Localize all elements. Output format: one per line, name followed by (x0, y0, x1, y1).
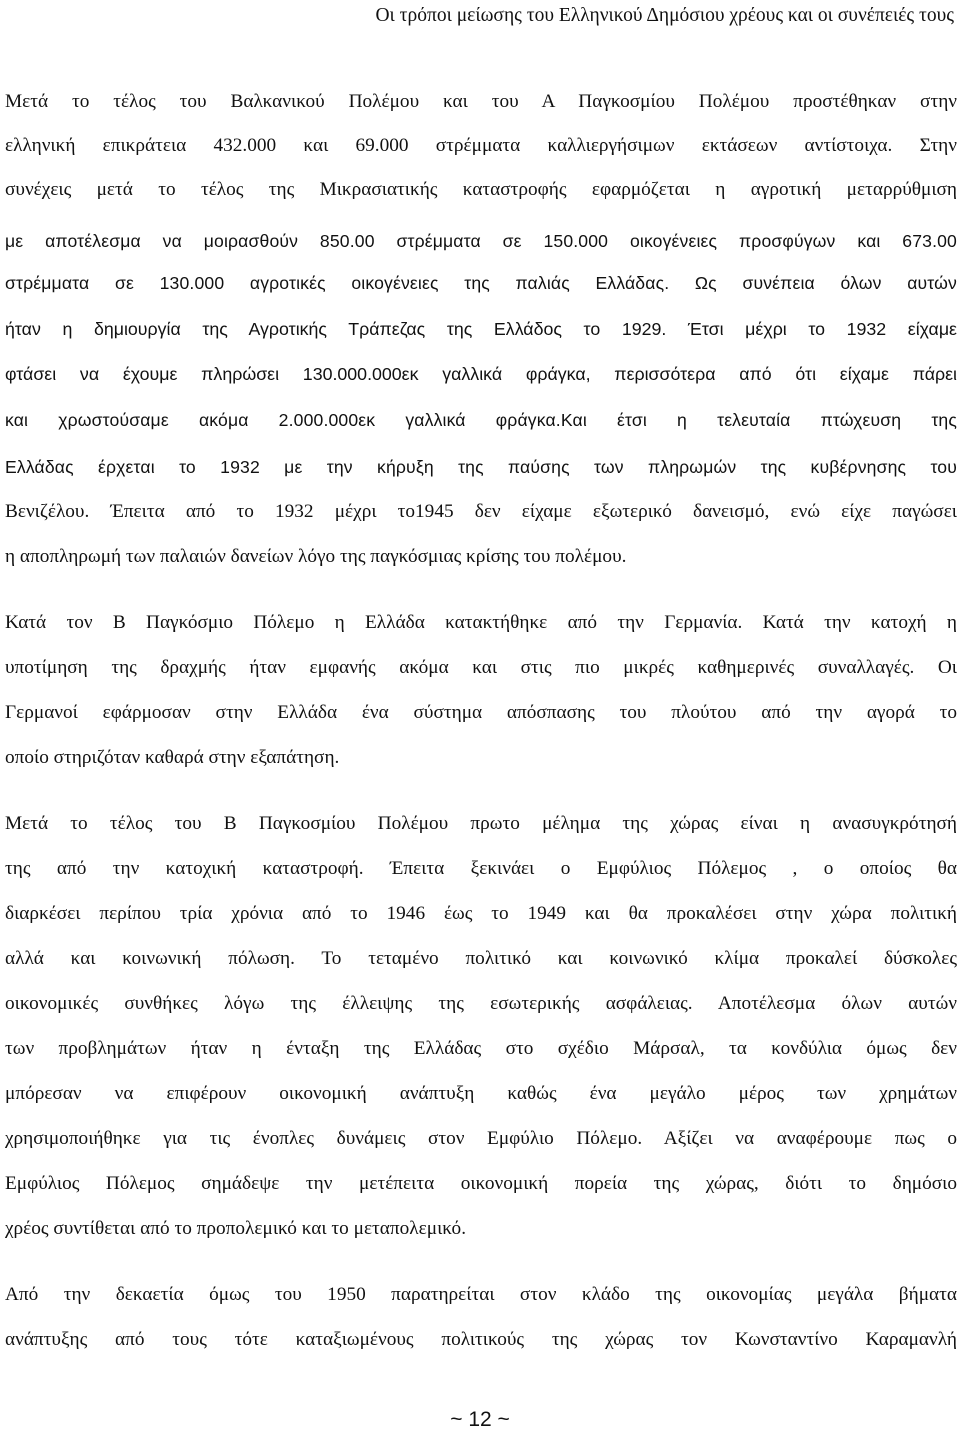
text-line: μπόρεσαν να επιφέρουν οικονομική ανάπτυξη καθώς ένα μεγάλο μέρος των χρημάτων (5, 1083, 957, 1104)
text-line: με αποτέλεσμα να μοιρασθούν 850.00 στρέμματα σε 150.000 οικογένειες προσφύγων και 673.00 (5, 231, 957, 251)
text-line: ελληνική επικράτεια 432.000 και 69.000 στρέμματα καλλιεργήσιμων εκτάσεων αντίστοιχα. Στην (5, 135, 957, 156)
text-line: οικονομικές συνθήκες λόγω της έλλειψης της εσωτερικής ασφάλειας. Αποτέλεσμα όλων αυτών (5, 993, 957, 1014)
running-header: Οι τρόποι μείωσης του Ελληνικού Δημόσιου χρέους και οι συνέπειές τους (375, 5, 954, 26)
text-line: Ελλάδας έρχεται το 1932 με την κήρυξη της παύσης των πληρωμών της κυβέρνησης του (5, 457, 957, 477)
text-line: Μετά το τέλος του Β Παγκοσμίου Πολέμου πρωτο μέλημα της χώρας είναι η ανασυγκρότησή (5, 813, 957, 834)
text-line: Γερμανοί εφάρμοσαν στην Ελλάδα ένα σύστημα απόσπασης του πλούτου από την αγορά το (5, 702, 957, 723)
text-line: συνέχεις μετά το τέλος της Μικρασιατικής καταστροφής εφαρμόζεται η αγροτική μεταρρύθμιση (5, 179, 957, 200)
text-line: στρέμματα σε 130.000 αγροτικές οικογένειες της παλιάς Ελλάδας. Ως συνέπεια όλων αυτών (5, 273, 957, 293)
text-line: υποτίμηση της δραχμής ήταν εμφανής ακόμα και στις πιο μικρές καθημερινές συναλλαγές. Οι (5, 657, 957, 678)
text-line: ανάπτυξης από τους τότε καταξιωμένους πολιτικούς της χώρας τον Κωνσταντίνο Καραμανλή (5, 1329, 957, 1350)
text-line: χρησιμοποιήθηκε για τις ένοπλες δυνάμεις στον Εμφύλιο Πόλεμο. Αξίζει να αναφέρουμε πως ο (5, 1128, 957, 1149)
text-line: Βενιζέλου. Έπειτα από το 1932 μέχρι το1945 δεν είχαμε εξωτερικό δανεισμό, ενώ είχε παγώσει (5, 501, 957, 522)
page-number: ~ 12 ~ (450, 1408, 510, 1431)
text-line: Μετά το τέλος του Βαλκανικού Πολέμου και του Α Παγκοσμίου Πολέμου προστέθηκαν στην (5, 91, 957, 112)
text-line: ήταν η δημιουργία της Αγροτικής Τράπεζας της Ελλάδος το 1929. Έτσι μέχρι το 1932 είχαμε (5, 319, 957, 339)
text-line: των προβλημάτων ήταν η ένταξη της Ελλάδας στο σχέδιο Μάρσαλ, τα κονδύλια όμως δεν (5, 1038, 957, 1059)
text-line: Κατά τον Β Παγκόσμιο Πόλεμο η Ελλάδα κατακτήθηκε από την Γερμανία. Κατά την κατοχή η (5, 612, 957, 633)
text-line: και χρωστούσαμε ακόμα 2.000.000εκ γαλλικά φράγκα.Και έτσι η τελευταία πτώχευση της (5, 410, 957, 430)
text-line: αλλά και κοινωνική πόλωση. Το τεταμένο πολιτικό και κοινωνικό κλίμα προκαλεί δύσκολες (5, 948, 957, 969)
text-line: η αποπληρωμή των παλαιών δανείων λόγο της παγκόσμιας κρίσης του πολέμου. (5, 546, 627, 567)
text-line: Από την δεκαετία όμως του 1950 παρατηρείται στον κλάδο της οικονομίας μεγάλα βήματα (5, 1284, 957, 1305)
text-line: φτάσει να έχουμε πληρώσει 130.000.000εκ γαλλικά φράγκα, περισσότερα από ότι είχαμε πάρει (5, 364, 957, 384)
text-line: χρέος συντίθεται από το προπολεμικό και το μεταπολεμικό. (5, 1218, 467, 1239)
text-line: οποίο στηριζόταν καθαρά στην εξαπάτηση. (5, 747, 340, 768)
text-line: Εμφύλιος Πόλεμος σημάδεψε την μετέπειτα οικονομική πορεία της χώρας, διότι το δημόσιο (5, 1173, 957, 1194)
text-line: της από την κατοχική καταστροφή. Έπειτα ξεκινάει ο Εμφύλιος Πόλεμος , ο οποίος θα (5, 858, 957, 879)
text-line: διαρκέσει περίπου τρία χρόνια από το 1946 έως το 1949 και θα προκαλέσει στην χώρα πολιτική (5, 903, 957, 924)
